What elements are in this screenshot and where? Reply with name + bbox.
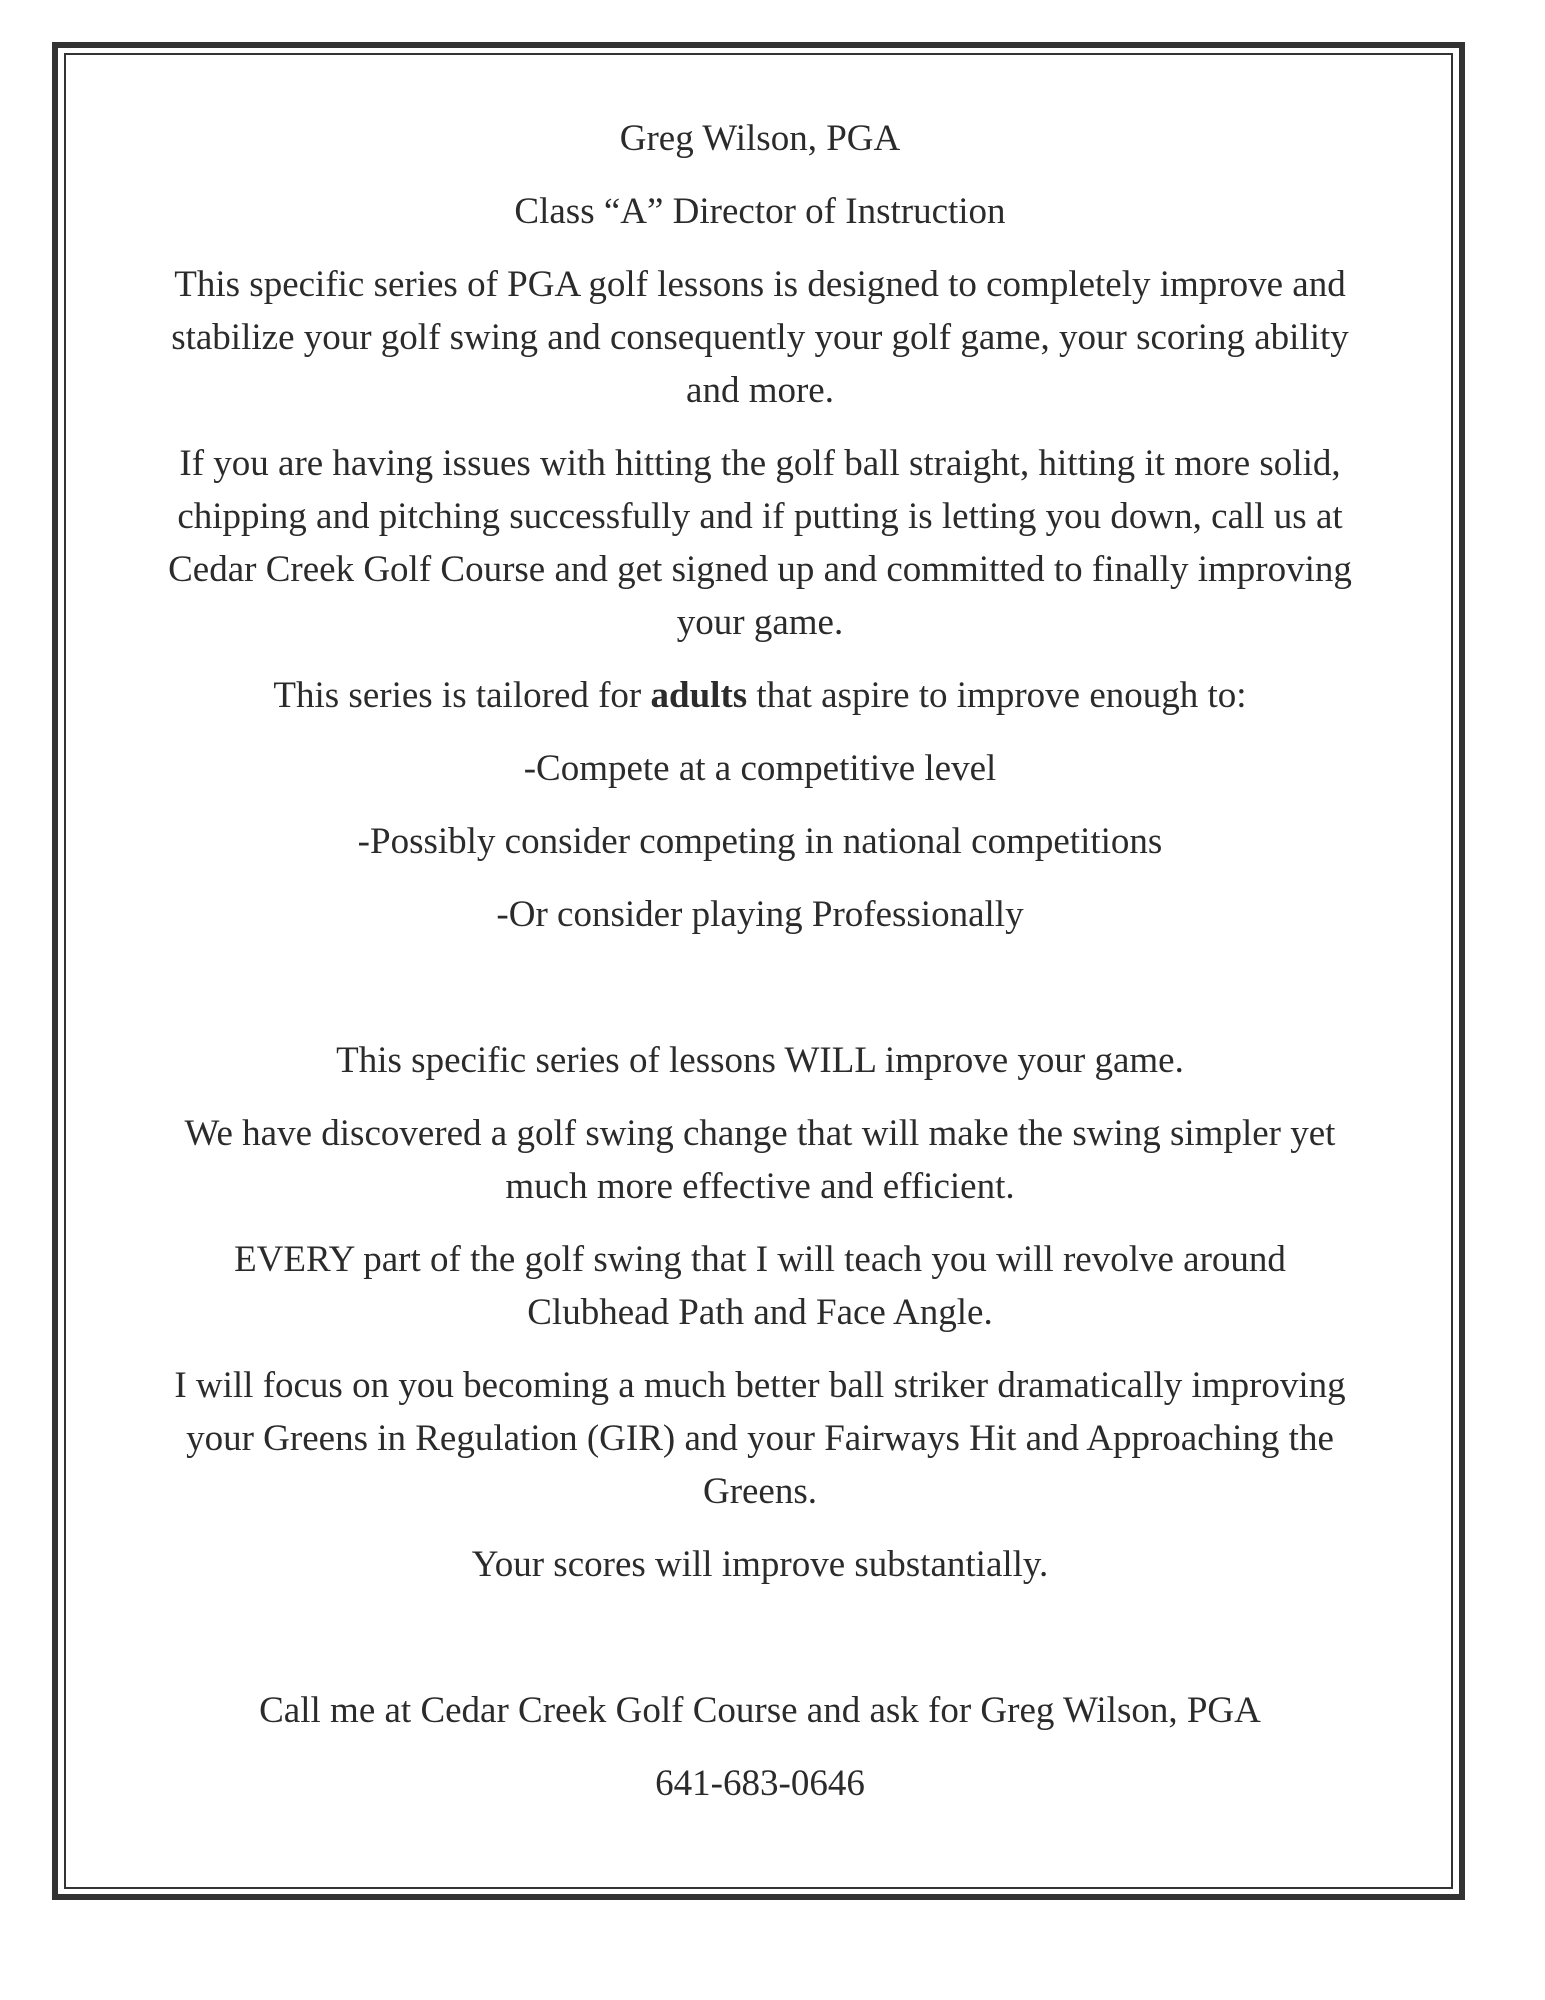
details-paragraph-2: We have discovered a golf swing change that will make the swing simpler yet much more effective and efficient. [184, 1113, 1336, 1207]
tailored-suffix: that aspire to improve enough to: [747, 675, 1247, 716]
instructor-name: Greg Wilson, PGA [619, 118, 901, 159]
spacer [160, 1611, 1360, 1684]
tailored-bold-word: adults [650, 675, 748, 716]
flyer-content [160, 112, 1360, 1830]
goal-item: -Possibly consider competing in national competitions [357, 821, 1163, 862]
tailored-statement [160, 669, 1360, 722]
contact-phone: 641-683-0646 [655, 1763, 865, 1804]
details-paragraph-4: I will focus on you becoming a much better ball striker dramatically improving your Greens in Regulation (GIR) and your Fairways Hit and Approaching the Greens. [174, 1365, 1346, 1512]
contact-call-text: Call me at Cedar Creek Golf Course and ask for Greg Wilson, PGA [259, 1690, 1261, 1731]
instructor-title: Class “A” Director of Instruction [514, 191, 1006, 232]
details-paragraph-1: This specific series of lessons WILL improve your game. [336, 1040, 1184, 1081]
tailored-prefix: This series is tailored for [273, 675, 651, 716]
details-paragraph-5: Your scores will improve substantially. [471, 1544, 1049, 1585]
intro-paragraph-1: This specific series of PGA golf lessons is designed to completely improve and stabilize your golf swing and consequently your golf game, your scoring ability and more. [171, 264, 1349, 411]
goal-item: -Or consider playing Professionally [496, 894, 1024, 935]
details-paragraph-3: EVERY part of the golf swing that I will teach you will revolve around Clubhead Path and Face Angle. [234, 1239, 1286, 1333]
spacer [160, 961, 1360, 1034]
intro-paragraph-2: If you are having issues with hitting the golf ball straight, hitting it more solid, chipping and pitching successfully and if putting is letting you down, call us at Cedar Creek Golf Course and get signed up and committed to finally improving your game. [168, 443, 1352, 643]
goal-item: -Compete at a competitive level [523, 748, 997, 789]
